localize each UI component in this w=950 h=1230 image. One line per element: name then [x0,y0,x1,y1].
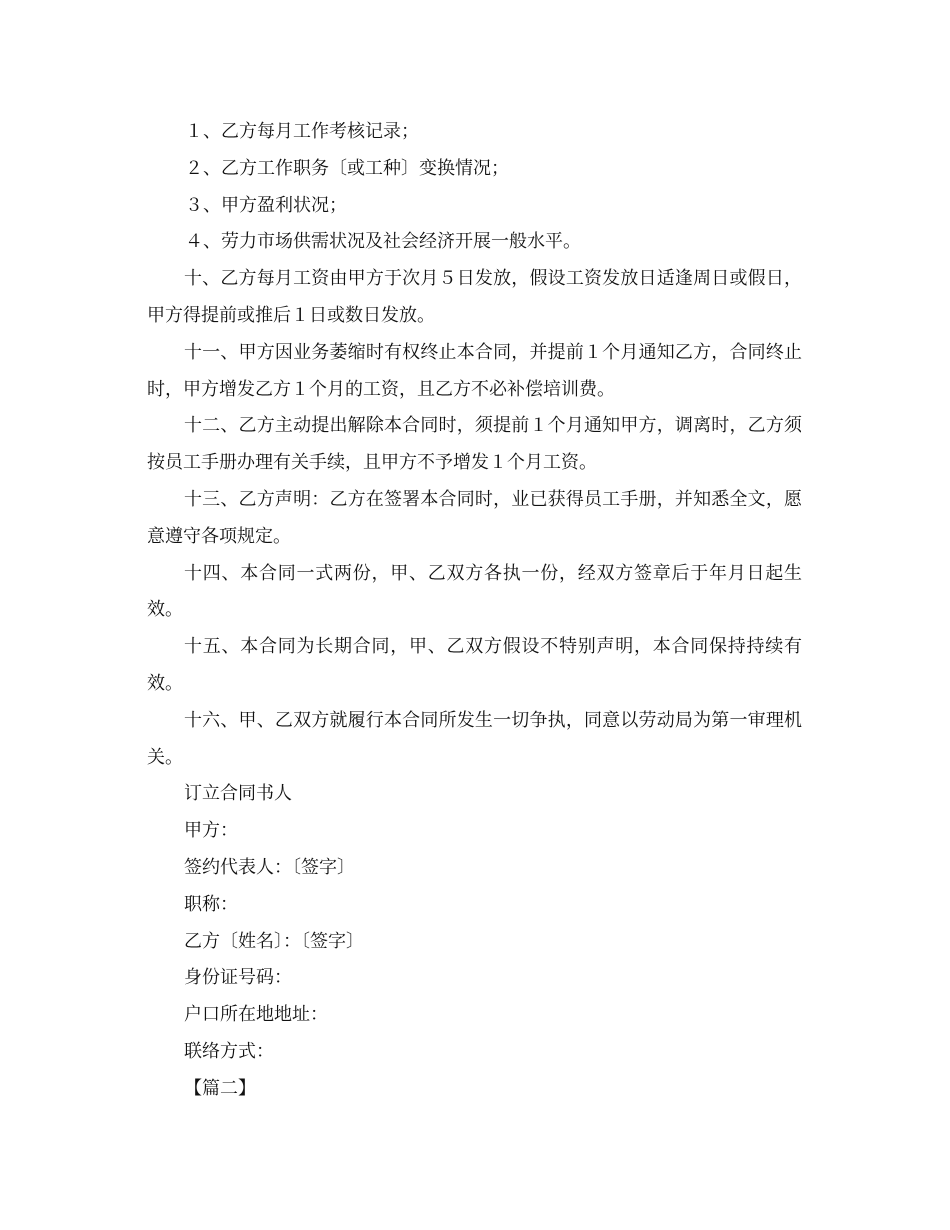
list-item-1: １、乙方每月工作考核记录； [185,121,419,142]
contract-body [147,114,802,1108]
section-marker: 【篇二】 [184,1077,256,1099]
list-item-2: ２、乙方工作职务〔或工种〕变换情况； [185,157,509,179]
clause-11: 十一、甲方因业务萎缩时有权终止本合同，并提前１个月通知乙方，合同终止时，甲方增发乙方１个月的工资，且乙方不必补偿培训费。 [147,341,802,400]
clause-12: 十二、乙方主动提出解除本合同时，须提前１个月通知甲方，调离时，乙方须按员工手册办理有关手续，且甲方不予增发１个月工资。 [147,415,802,474]
job-title-line: 职称： [184,893,238,915]
id-number-line: 身份证号码： [184,967,292,989]
clause-10: 十、乙方每月工资由甲方于次月５日发放，假设工资发放日适逢周日或假日，甲方得提前或推后１日或数日发放。 [147,268,802,326]
representative-line: 签约代表人：〔签字〕 [184,856,355,878]
clause-15: 十五、本合同为长期合同，甲、乙双方假设不特别声明，本合同保持持续有效。 [147,636,802,694]
household-address-line: 户口所在地地址： [184,1004,328,1026]
clause-14: 十四、本合同一式两份，甲、乙双方各执一份，经双方签章后于年月日起生效。 [147,562,802,621]
clause-13: 十三、乙方声明：乙方在签署本合同时，业已获得员工手册，并知悉全文，愿意遵守各项规定。 [147,488,802,547]
party-b-name-line: 乙方〔姓名〕：〔签字〕 [184,930,364,952]
contact-line: 联络方式： [184,1040,274,1062]
list-item-3: ３、甲方盈利状况； [185,194,347,216]
signatories-heading: 订立合同书人 [184,783,292,805]
party-a-line: 甲方： [184,820,238,842]
clause-16: 十六、甲、乙双方就履行本合同所发生一切争执，同意以劳动局为第一审理机关。 [147,709,802,768]
list-item-4: ４、劳力市场供需状况及社会经济开展一般水平。 [185,231,581,253]
